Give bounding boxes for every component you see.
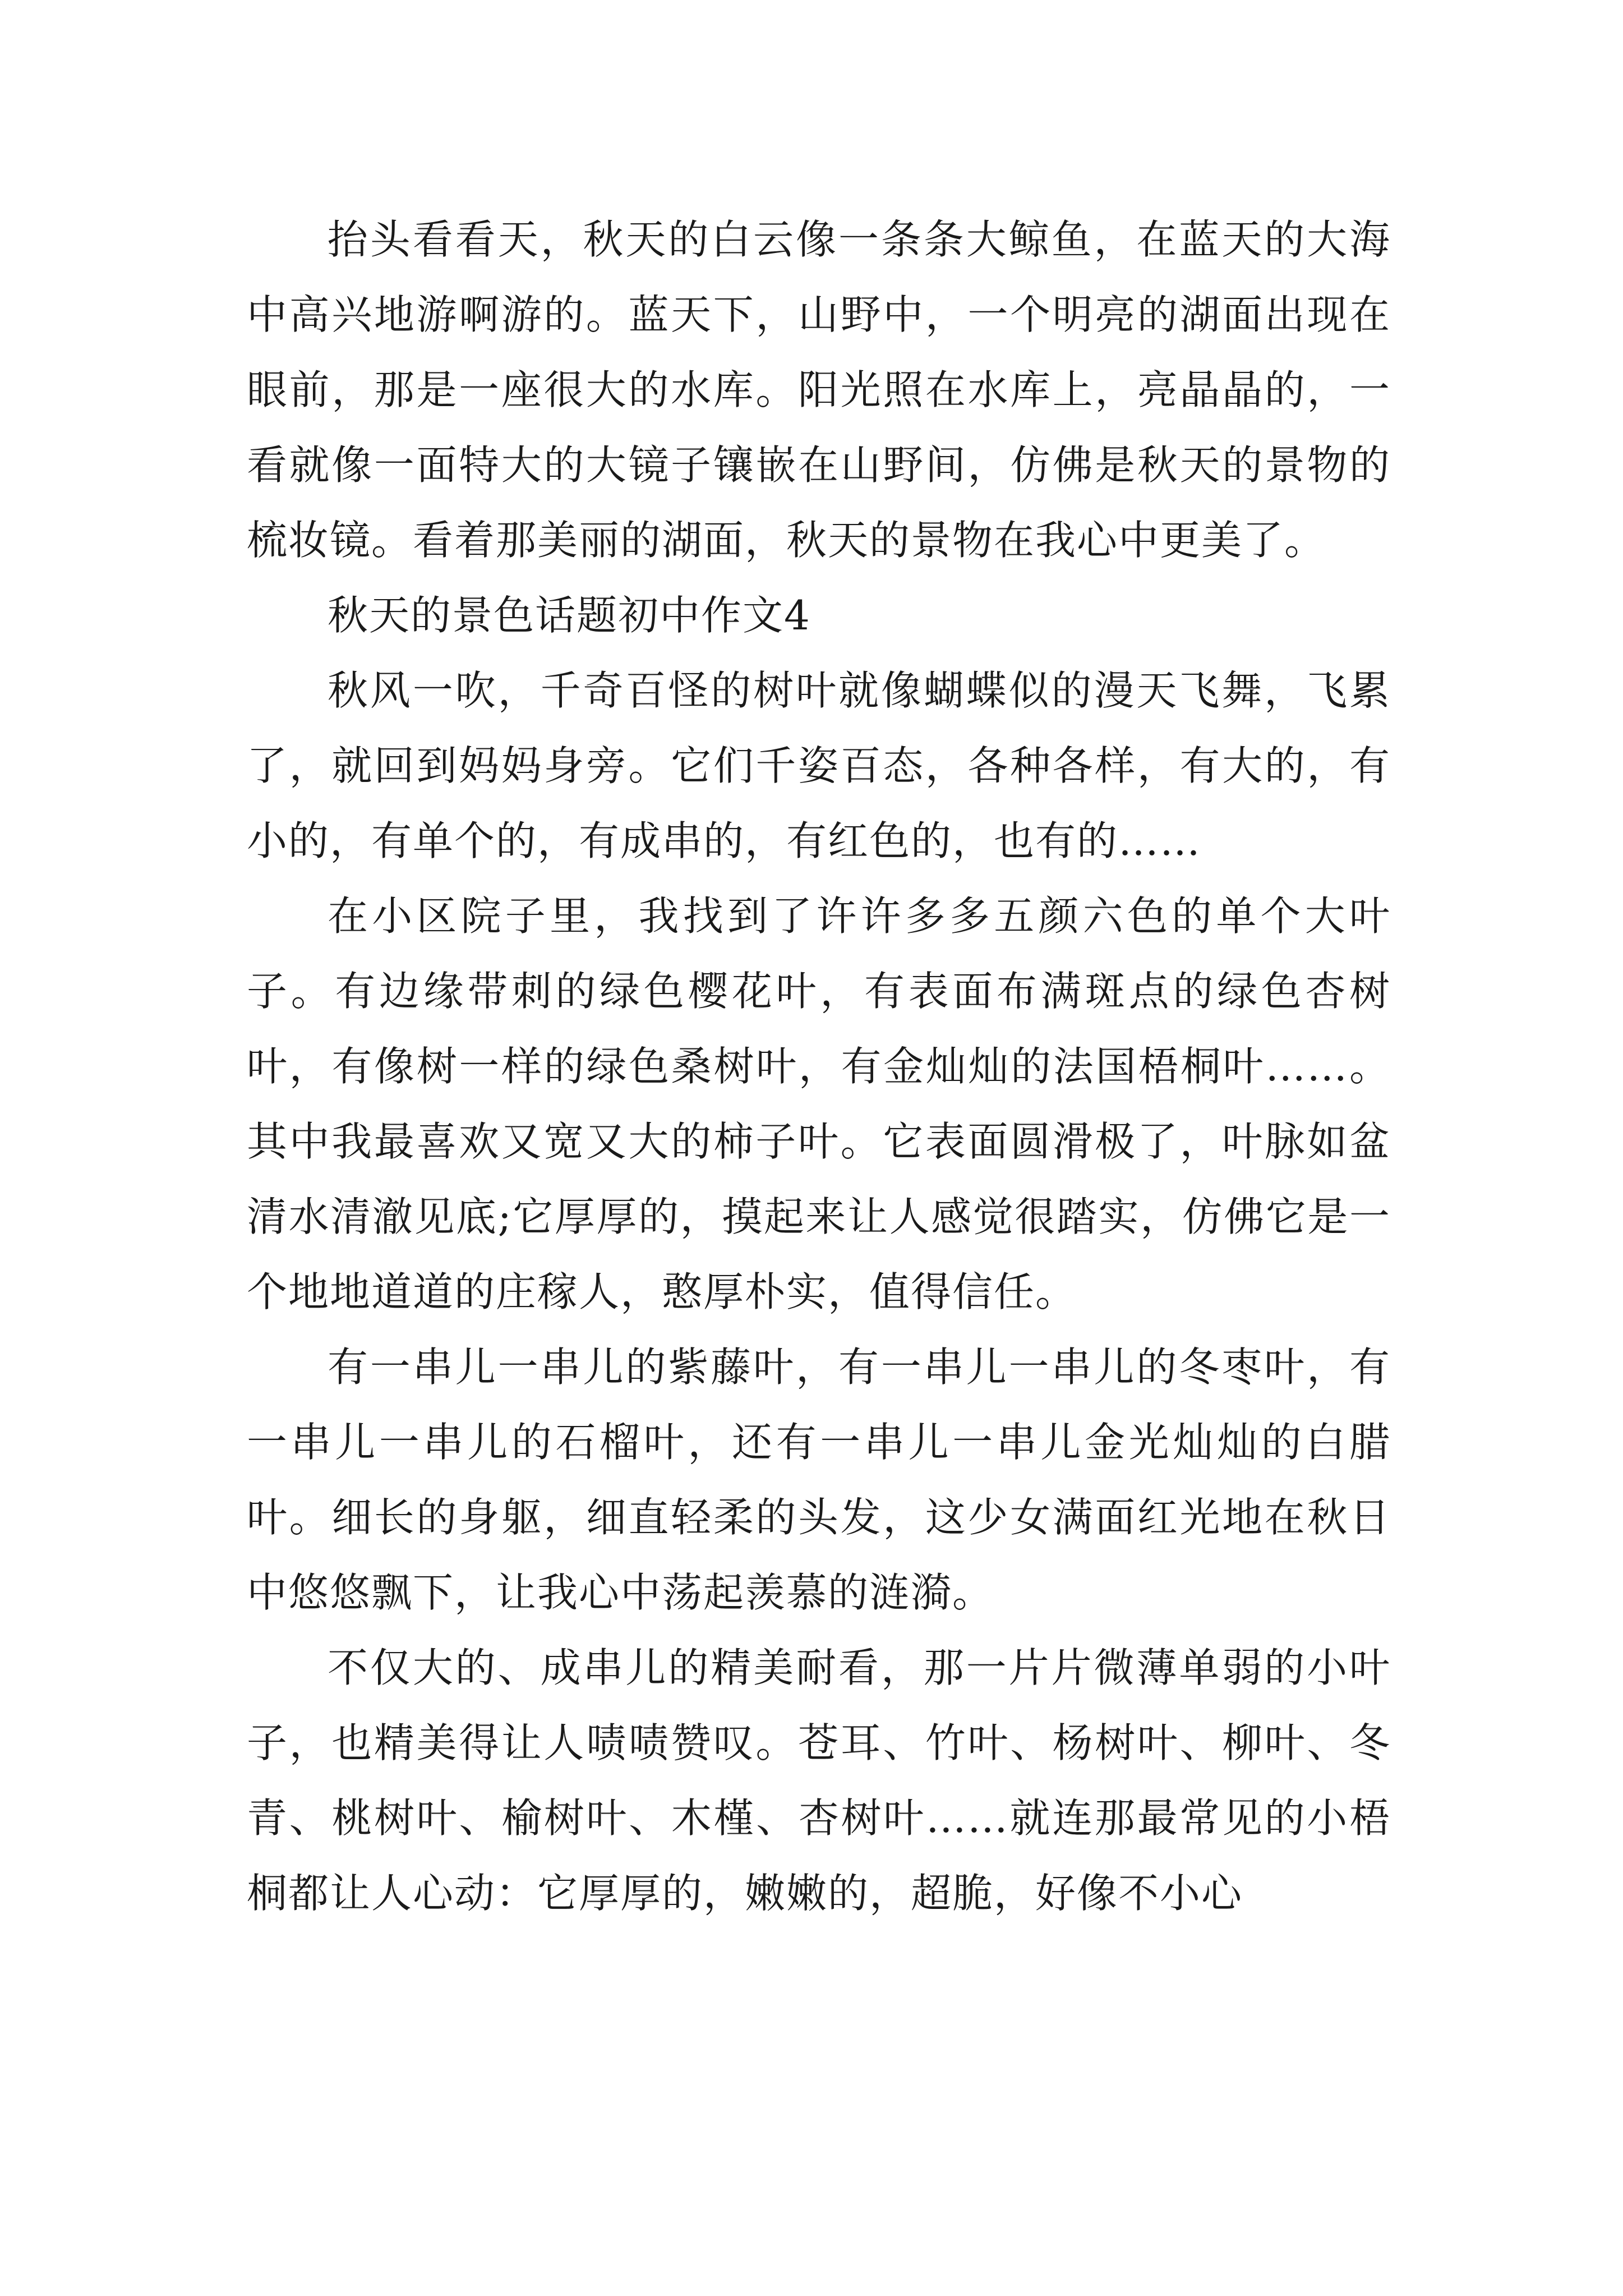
paragraph-lake: 抬头看看天，秋天的白云像一条条大鲸鱼，在蓝天的大海中高兴地游啊游的。蓝天下，山野中，一个明亮的湖面出现在眼前，那是一座很大的水库。阳光照在水库上，亮晶晶的，一看就像一面特大的大镜子镶嵌在山野间，仿佛是秋天的景物的梳妆镜。看着那美丽的湖面，秋天的景物在我心中更美了。: [247, 216, 1391, 564]
paragraph-autumn-wind: 秋风一吹，千奇百怪的树叶就像蝴蝶似的漫天飞舞，飞累了，就回到妈妈身旁。它们千姿百态，各种各样，有大的，有小的，有单个的，有成串的，有红色的，也有的……: [247, 667, 1391, 864]
paragraph-leaf-clusters: 有一串儿一串儿的紫藤叶，有一串儿一串儿的冬枣叶，有一串儿一串儿的石榴叶，还有一串儿一串儿金光灿灿的白腊叶。细长的身躯，细直轻柔的头发，这少女满面红光地在秋日中悠悠飘下，让我心中荡起羡慕的涟漪。: [247, 1343, 1391, 1616]
paragraph-small-leaves: 不仅大的、成串儿的精美耐看，那一片片微薄单弱的小叶子，也精美得让人啧啧赞叹。苍耳、竹叶、杨树叶、柳叶、冬青、桃树叶、榆树叶、木槿、杏树叶……就连那最常见的小梧桐都让人心动：它厚厚的，嫩嫩的，超脆，好像不小心: [247, 1644, 1391, 1917]
section-heading: 秋天的景色话题初中作文4: [328, 592, 811, 639]
document-body: [247, 202, 1391, 1931]
paragraph-big-leaves: 在小区院子里，我找到了许许多多五颜六色的单个大叶子。有边缘带刺的绿色樱花叶，有表面布满斑点的绿色杏树叶，有像树一样的绿色桑树叶，有金灿灿的法国梧桐叶……。其中我最喜欢又宽又大的柿子叶。它表面圆滑极了，叶脉如盆清水清澈见底;它厚厚的，摸起来让人感觉很踏实，仿佛它是一个地地道道的庄稼人，憨厚朴实，值得信任。: [247, 892, 1391, 1315]
